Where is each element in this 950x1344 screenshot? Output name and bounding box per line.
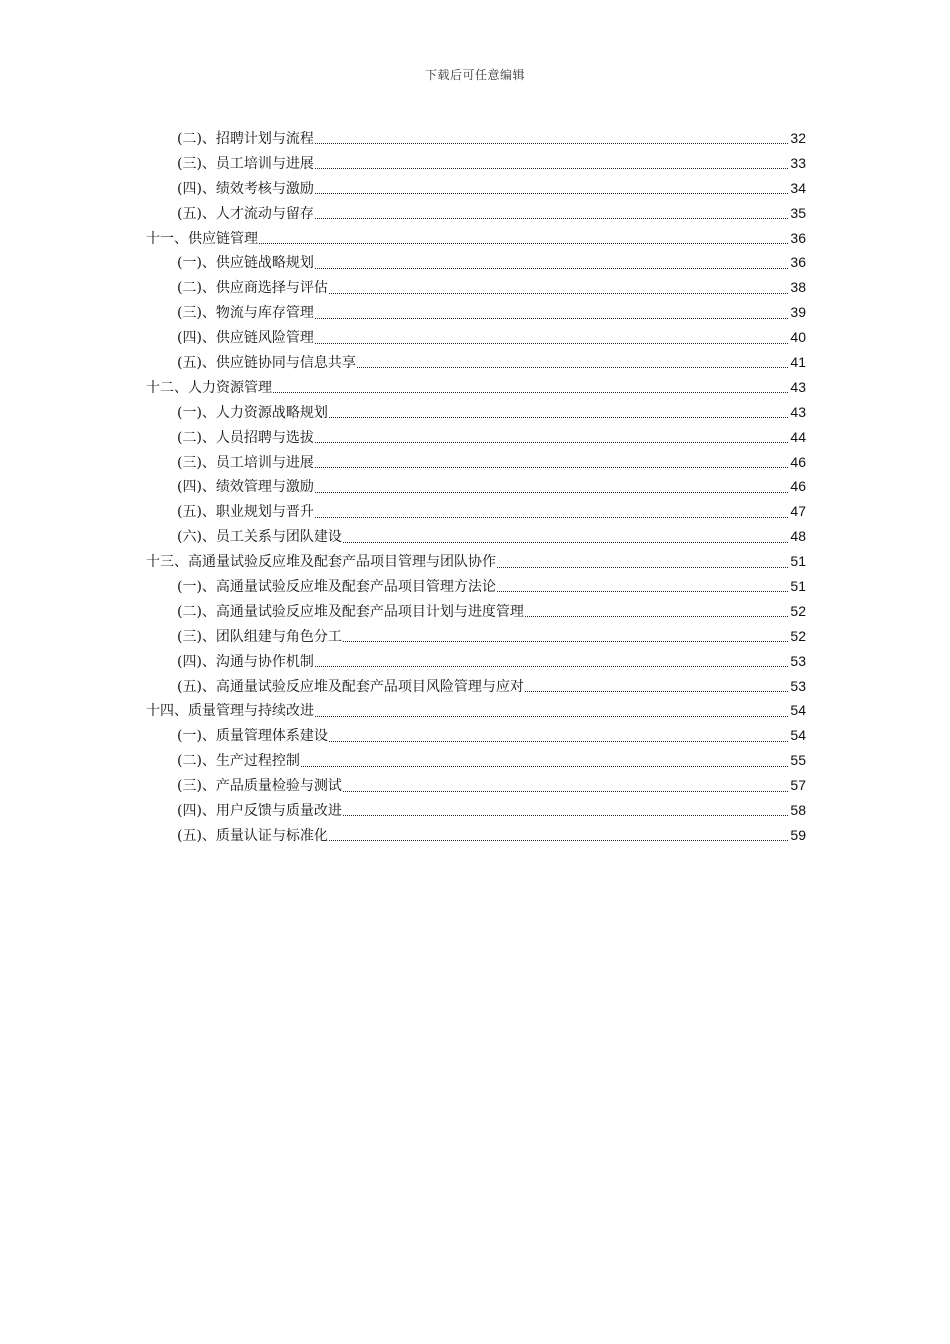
toc-dot-leader — [315, 181, 788, 195]
toc-dot-leader — [497, 579, 788, 593]
toc-dot-leader — [343, 530, 788, 544]
toc-section-entry[interactable] — [146, 574, 806, 599]
toc-section-entry[interactable] — [146, 126, 806, 151]
toc-page-number: 41 — [790, 354, 806, 371]
toc-dot-leader — [315, 156, 788, 170]
toc-entry-title: (五)、职业规划与晋升 — [177, 504, 314, 521]
toc-entry-title: 十一、供应链管理 — [146, 230, 258, 247]
toc-entry-title: (五)、高通量试验反应堆及配套产品项目风险管理与应对 — [177, 678, 524, 695]
toc-page-number: 36 — [790, 229, 806, 246]
toc-page-number: 39 — [790, 304, 806, 321]
toc-dot-leader — [315, 455, 788, 469]
toc-entry-title: (三)、员工培训与进展 — [177, 454, 314, 471]
toc-section-entry[interactable] — [146, 400, 806, 425]
toc-page-number: 43 — [790, 378, 806, 395]
toc-chapter-entry[interactable] — [146, 375, 806, 400]
toc-dot-leader — [497, 555, 788, 569]
toc-section-entry[interactable] — [146, 748, 806, 773]
toc-dot-leader — [259, 231, 788, 245]
toc-entry-title: (二)、供应商选择与评估 — [177, 280, 328, 297]
toc-page-number: 48 — [790, 528, 806, 545]
toc-dot-leader — [273, 380, 788, 394]
toc-dot-leader — [315, 704, 788, 718]
toc-entry-title: (四)、绩效管理与激励 — [177, 479, 314, 496]
toc-dot-leader — [343, 629, 788, 643]
toc-entry-title: (三)、产品质量检验与测试 — [177, 778, 342, 795]
toc-entry-title: (二)、高通量试验反应堆及配套产品项目计划与进度管理 — [177, 603, 524, 620]
toc-page-number: 43 — [790, 403, 806, 420]
toc-dot-leader — [315, 480, 788, 494]
toc-page-number: 32 — [790, 130, 806, 146]
toc-page-number: 54 — [790, 702, 806, 719]
toc-dot-leader — [315, 430, 788, 444]
toc-dot-leader — [315, 331, 788, 345]
toc-page-number: 51 — [790, 553, 806, 570]
toc-page-number: 44 — [790, 428, 806, 445]
toc-entry-title: (一)、供应链战略规划 — [177, 255, 314, 272]
toc-dot-leader — [315, 206, 788, 220]
toc-entry-title: (四)、绩效考核与激励 — [177, 180, 314, 197]
table-of-contents — [146, 126, 806, 848]
toc-chapter-entry[interactable] — [146, 698, 806, 723]
toc-dot-leader — [315, 256, 788, 270]
toc-section-entry[interactable] — [146, 773, 806, 798]
toc-entry-title: (二)、招聘计划与流程 — [177, 131, 314, 147]
toc-page-number: 58 — [790, 802, 806, 819]
toc-dot-leader — [315, 654, 788, 668]
toc-dot-leader — [329, 729, 788, 743]
toc-section-entry[interactable] — [146, 674, 806, 699]
toc-entry-title: 十三、高通量试验反应堆及配套产品项目管理与团队协作 — [146, 554, 496, 571]
toc-entry-title: 十四、质量管理与持续改进 — [146, 703, 314, 720]
toc-section-entry[interactable] — [146, 649, 806, 674]
toc-entry-title: (二)、生产过程控制 — [177, 753, 300, 770]
toc-chapter-entry[interactable] — [146, 226, 806, 251]
toc-entry-title: (五)、供应链协同与信息共享 — [177, 355, 356, 372]
toc-section-entry[interactable] — [146, 151, 806, 176]
toc-dot-leader — [301, 754, 788, 768]
toc-dot-leader — [357, 355, 788, 369]
toc-entry-title: (四)、沟通与协作机制 — [177, 653, 314, 670]
page-header: 下载后可任意编辑 — [424, 68, 525, 82]
toc-entry-title: (三)、团队组建与角色分工 — [177, 628, 342, 645]
toc-dot-leader — [315, 131, 788, 145]
toc-entry-title: (三)、员工培训与进展 — [177, 155, 314, 172]
toc-section-entry[interactable] — [146, 599, 806, 624]
toc-section-entry[interactable] — [146, 250, 806, 275]
toc-section-entry[interactable] — [146, 325, 806, 350]
toc-dot-leader — [315, 505, 788, 519]
toc-page-number: 52 — [790, 602, 806, 619]
toc-section-entry[interactable] — [146, 275, 806, 300]
toc-dot-leader — [329, 405, 788, 419]
toc-page-number: 52 — [790, 627, 806, 644]
toc-entry-title: (四)、用户反馈与质量改进 — [177, 803, 342, 820]
toc-dot-leader — [343, 779, 788, 793]
toc-section-entry[interactable] — [146, 201, 806, 226]
toc-entry-title: (六)、员工关系与团队建设 — [177, 529, 342, 546]
toc-dot-leader — [525, 679, 788, 693]
toc-section-entry[interactable] — [146, 798, 806, 823]
toc-page-number: 46 — [790, 453, 806, 470]
toc-dot-leader — [329, 828, 788, 842]
toc-entry-title: (一)、高通量试验反应堆及配套产品项目管理方法论 — [177, 579, 496, 596]
toc-section-entry[interactable] — [146, 823, 806, 848]
toc-entry-title: (三)、物流与库存管理 — [177, 305, 314, 322]
toc-dot-leader — [525, 604, 788, 618]
toc-page-number: 33 — [790, 154, 806, 171]
toc-page-number: 47 — [790, 503, 806, 520]
toc-page-number: 54 — [790, 727, 806, 744]
toc-section-entry[interactable] — [146, 499, 806, 524]
toc-page-number: 46 — [790, 478, 806, 495]
toc-section-entry[interactable] — [146, 425, 806, 450]
toc-page-number: 36 — [790, 254, 806, 271]
toc-page-number: 51 — [790, 578, 806, 595]
toc-page-number: 35 — [790, 204, 806, 221]
toc-entry-title: (五)、人才流动与留存 — [177, 205, 314, 222]
toc-page-number: 55 — [790, 752, 806, 769]
toc-section-entry[interactable] — [146, 350, 806, 375]
toc-page-number: 40 — [790, 329, 806, 346]
toc-entry-title: 十二、人力资源管理 — [146, 379, 272, 396]
toc-section-entry[interactable] — [146, 524, 806, 549]
toc-dot-leader — [315, 306, 788, 320]
toc-section-entry[interactable] — [146, 176, 806, 201]
toc-entry-title: (四)、供应链风险管理 — [177, 330, 314, 347]
toc-chapter-entry[interactable] — [146, 549, 806, 574]
toc-entry-title: (二)、人员招聘与选拔 — [177, 429, 314, 446]
toc-page-number: 53 — [790, 677, 806, 694]
toc-entry-title: (一)、质量管理体系建设 — [177, 728, 328, 745]
toc-dot-leader — [343, 803, 788, 817]
toc-section-entry[interactable] — [146, 300, 806, 325]
toc-section-entry[interactable] — [146, 450, 806, 475]
toc-page-number: 53 — [790, 652, 806, 669]
toc-section-entry[interactable] — [146, 723, 806, 748]
toc-section-entry[interactable] — [146, 474, 806, 499]
toc-page-number: 38 — [790, 279, 806, 296]
toc-dot-leader — [329, 281, 788, 295]
toc-section-entry[interactable] — [146, 624, 806, 649]
toc-page-number: 34 — [790, 179, 806, 196]
toc-page-number: 57 — [790, 777, 806, 794]
toc-entry-title: (一)、人力资源战略规划 — [177, 404, 328, 421]
toc-entry-title: (五)、质量认证与标准化 — [177, 827, 328, 844]
toc-page-number: 59 — [790, 826, 806, 843]
